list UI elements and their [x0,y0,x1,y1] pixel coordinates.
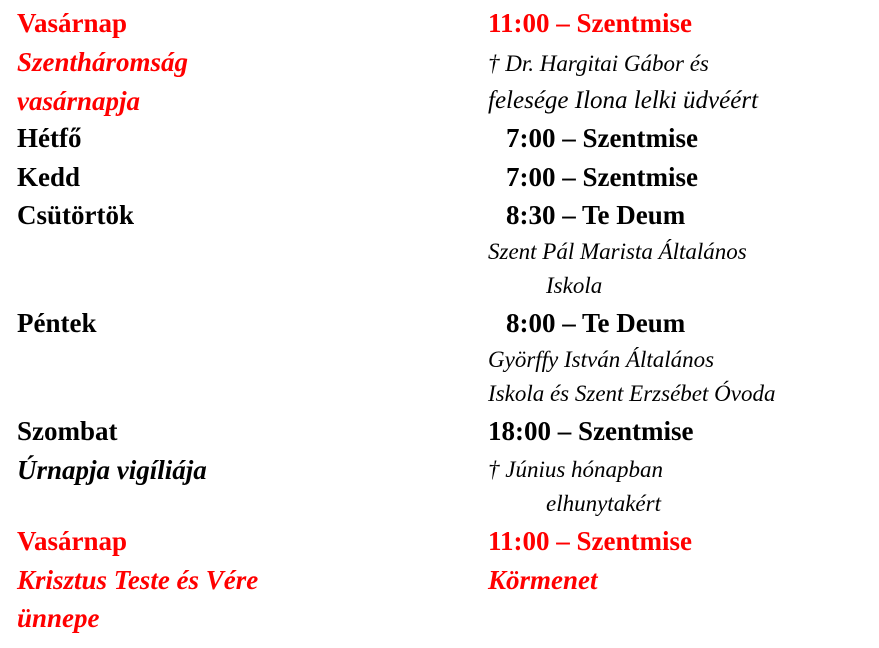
time-friday: 8:00 – Te Deum [506,308,686,338]
intention-sunday-line-1: † Dr. Hargitai Gábor és [488,51,709,76]
occasion-sunday-2-line-1: Krisztus Teste és Vére [17,565,259,595]
time-thursday: 8:30 – Te Deum [506,200,686,230]
time-tuesday: 7:00 – Szentmise [506,162,698,192]
note-procession: Körmenet [488,565,598,595]
day-thursday: Csütörtök [17,200,135,230]
occasion-saturday: Úrnapja vigíliája [17,455,207,485]
note-friday-line-2: Iskola és Szent Erzsébet Óvoda [488,381,776,406]
day-saturday: Szombat [17,416,118,446]
occasion-sunday-2-line-2: ünnepe [17,603,100,633]
time-monday: 7:00 – Szentmise [506,123,698,153]
note-thursday-line-1: Szent Pál Marista Általános [488,239,747,264]
occasion-sunday-line-1: Szentháromság [17,47,189,77]
day-sunday: Vasárnap [17,8,128,38]
occasion-sunday-line-2: vasárnapja [17,86,141,116]
day-friday: Péntek [17,308,97,338]
time-sunday: 11:00 – Szentmise [488,8,692,38]
intention-saturday-line-2: elhunytakért [546,491,661,516]
time-sunday-2: 11:00 – Szentmise [488,526,692,556]
intention-saturday-line-1: † Június hónapban [488,457,664,482]
day-sunday-2: Vasárnap [17,526,128,556]
time-saturday: 18:00 – Szentmise [488,416,694,446]
intention-sunday-line-2: felesége Ilona lelki üdvéért [488,87,759,114]
day-tuesday: Kedd [17,162,81,192]
note-friday-line-1: Györffy István Általános [488,347,715,372]
note-thursday-line-2: Iskola [546,273,603,298]
day-monday: Hétfő [17,123,82,153]
